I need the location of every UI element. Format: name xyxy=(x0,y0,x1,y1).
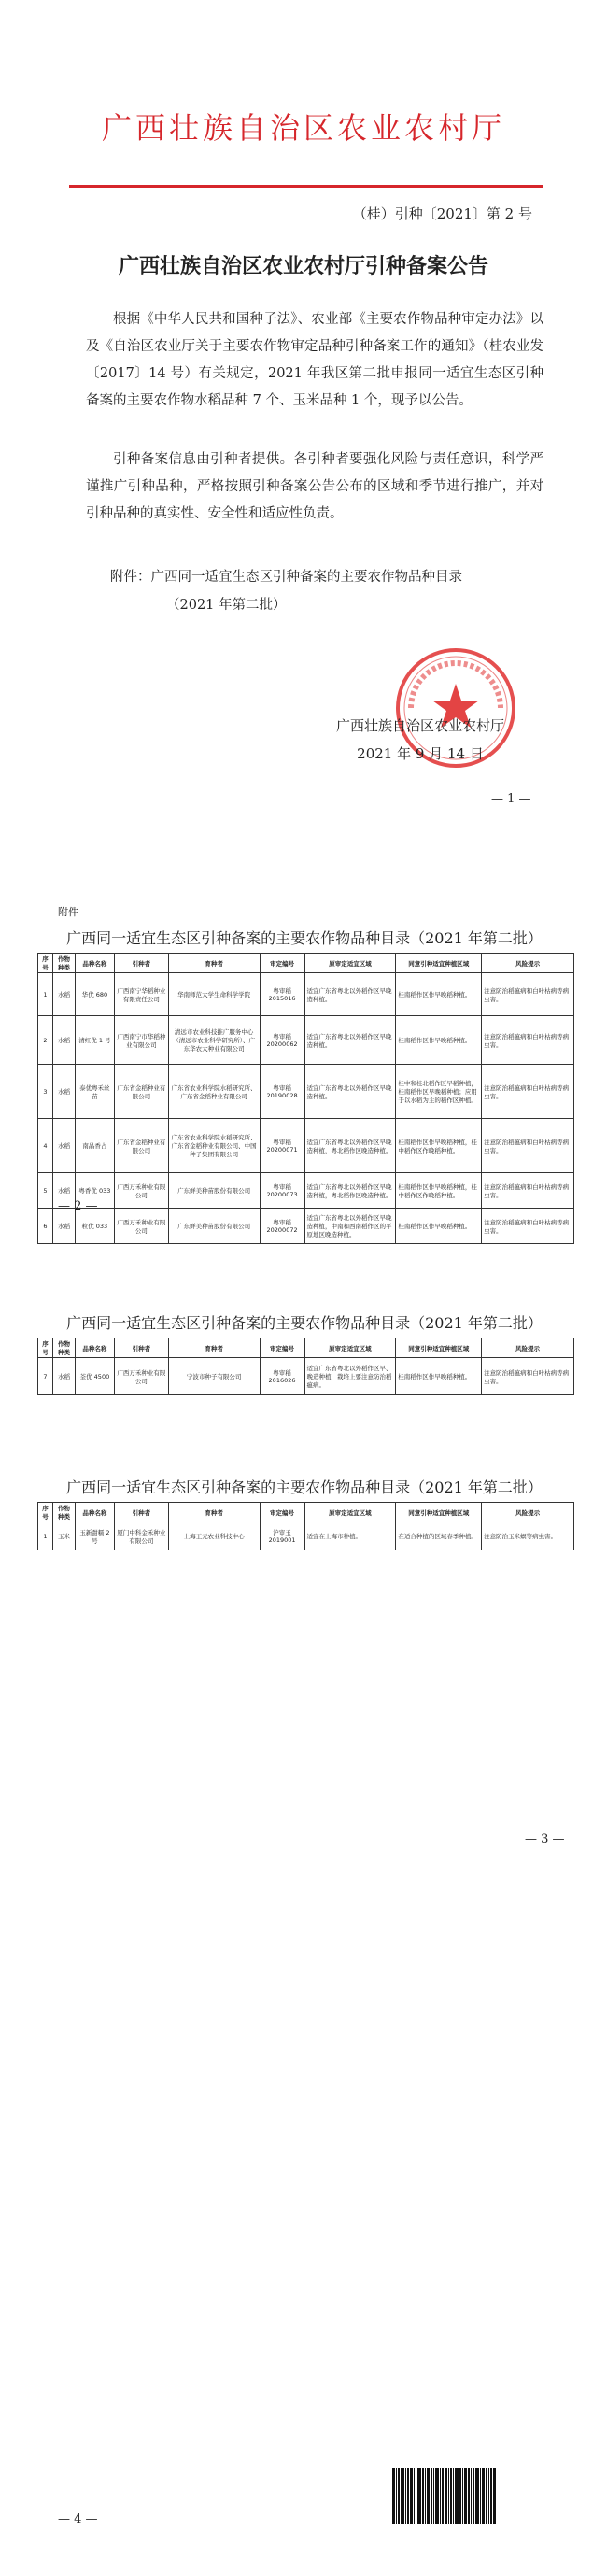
cell: 适宜广东省粤北以外稻作区早晚造种植。 xyxy=(304,1016,396,1065)
signer-name: 广西壮族自治区农业农村厅 xyxy=(335,717,504,734)
cell: 注意防治玉米螟等病虫害。 xyxy=(482,1522,574,1550)
col-header: 作物种类 xyxy=(52,1503,75,1522)
cell: 桂南稻作区作早晚稻种植。 xyxy=(396,1016,482,1065)
cell: 适宜广东省粤北以外稻作区早晚造种植。 xyxy=(304,1065,396,1119)
col-header: 原审定适宜区域 xyxy=(304,1338,396,1358)
cell: 1 xyxy=(38,1522,53,1550)
col-header: 原审定适宜区域 xyxy=(304,954,396,973)
cell: 粤审稻 2015016 xyxy=(260,973,304,1016)
cell: 粒优 033 xyxy=(75,1209,114,1244)
body-paragraph-2: 引种备案信息由引种者提供。各引种者要强化风险与责任意识，科学严谨推广引种品种，严格按照引种备案公告公布的区域和季节进行推广，并对引种品种的真实性、安全性和适应性负责。 xyxy=(86,452,543,521)
annex-table-title-2: 广西同一适宜生态区引种备案的主要农作物品种目录（2021 年第二批） xyxy=(66,1314,543,1332)
col-header: 原审定适宜区域 xyxy=(304,1503,396,1522)
cell: 粤审稻 20200062 xyxy=(260,1016,304,1065)
page-number-2: — 2 — xyxy=(58,1199,98,1213)
cell: 桂中和桂北稻作区早稻种植，桂南稻作区早晚稻种植；应用于以水稻为主的稻作区种植。 xyxy=(396,1065,482,1119)
document-title: 广西壮族自治区农业农村厅引种备案公告 xyxy=(118,254,488,278)
body-paragraph-1: 根据《中华人民共和国种子法》、农业部《主要农作物品种审定办法》以及《自治区农业厅关于主要农作物审定品种引种备案工作的通知》（桂农业发〔2017〕14 号）有关规定，2021 年我区第二批申报同一适宜生态区引种备案的主要农作物水稻品种 7 个、玉米品种 1 个，现予以公告。 xyxy=(86,312,543,408)
cell: 上海王元农业科技中心 xyxy=(168,1522,260,1550)
col-header: 品种名称 xyxy=(75,1338,114,1358)
col-header: 风险提示 xyxy=(482,1338,574,1358)
cell: 广东鲜美种苗股份有限公司 xyxy=(168,1209,260,1244)
table-row xyxy=(38,1209,574,1244)
cell: 适宜在上海市种植。 xyxy=(304,1522,396,1550)
cell: 粤香优 033 xyxy=(75,1173,114,1209)
cell: 广西南宁华稻种业有限责任公司 xyxy=(114,973,168,1016)
cell: 粤审稻 2016026 xyxy=(260,1358,304,1395)
cell: 广东鲜美种苗股份有限公司 xyxy=(168,1173,260,1209)
cell: 华优 680 xyxy=(75,973,114,1016)
signing-date: 2021 年 9 月 14 日 xyxy=(357,745,484,762)
cell: 适宜广东省粤北以外稻作区早晚造种植，粤北稻作区晚造种植。 xyxy=(304,1173,396,1209)
cell: 荃优 4500 xyxy=(75,1358,114,1395)
cell: 广西万禾种业有限公司 xyxy=(114,1209,168,1244)
cell: 粤审稻 20200071 xyxy=(260,1119,304,1173)
annex-table-title-3: 广西同一适宜生态区引种备案的主要农作物品种目录（2021 年第二批） xyxy=(66,1479,543,1496)
cell: 粤审稻 20200072 xyxy=(260,1209,304,1244)
cell: 7 xyxy=(38,1358,53,1395)
cell: 玉新甜糯 2 号 xyxy=(75,1522,114,1550)
col-header: 引种者 xyxy=(114,1338,168,1358)
cell: 水稻 xyxy=(52,1065,75,1119)
cell: 注意防治稻瘟病和白叶枯病等病虫害。 xyxy=(482,1016,574,1065)
cell: 广东省农业科学院水稻研究所、广东省金稻种业有限公司、中国种子集团有限公司 xyxy=(168,1119,260,1173)
page-number-4: — 4 — xyxy=(58,2512,98,2526)
cell: 适宜广东省粤北以外稻作区早晚造种植。 xyxy=(304,973,396,1016)
table-row xyxy=(38,1065,574,1119)
col-header: 风险提示 xyxy=(482,1503,574,1522)
col-header: 品种名称 xyxy=(75,1503,114,1522)
signing-authority xyxy=(308,712,532,768)
cell: 注意防治稻瘟病和白叶枯病等病虫害。 xyxy=(482,973,574,1016)
cell: 粤审稻 20200073 xyxy=(260,1173,304,1209)
cell: 清远市农业科技推广服务中心（清远市农业科学研究所）、广东华农大种业有限公司 xyxy=(168,1016,260,1065)
col-header: 育种者 xyxy=(168,1503,260,1522)
cell: 注意防治稻瘟病和白叶枯病等病虫害。 xyxy=(482,1173,574,1209)
attachment-line-2: （2021 年第二批） xyxy=(166,598,287,613)
cell: 泰优粤禾丝苗 xyxy=(75,1065,114,1119)
red-divider-line xyxy=(69,185,543,188)
cell: 水稻 xyxy=(52,1119,75,1173)
issuing-authority-header: 广西壮族自治区农业农村厅 xyxy=(101,110,505,146)
table-row xyxy=(38,1173,574,1209)
table-header-row xyxy=(38,1503,574,1522)
cell: 桂南稻作区作早晚稻种植。 xyxy=(396,1209,482,1244)
cell: 广西万禾种业有限公司 xyxy=(114,1173,168,1209)
table-row xyxy=(38,973,574,1016)
cell: 注意防治稻瘟病和白叶枯病等病虫害。 xyxy=(482,1209,574,1244)
document-number: （桂）引种〔2021〕第 2 号 xyxy=(352,205,532,222)
cell: 沪审玉 2019001 xyxy=(260,1522,304,1550)
barcode-icon xyxy=(392,2468,532,2524)
col-header: 序号 xyxy=(38,954,53,973)
cell: 清红优 1 号 xyxy=(75,1016,114,1065)
cell: 广东省农业科学院水稻研究所、广东省金稻种业有限公司 xyxy=(168,1065,260,1119)
cell: 4 xyxy=(38,1119,53,1173)
cell: 适宜广东省粤北以外稻作区早晚造种植，粤北稻作区晚造种植。 xyxy=(304,1119,396,1173)
cell: 桂南稻作区作早晚稻种植，桂中稻作区作晚稻种植。 xyxy=(396,1173,482,1209)
variety-table-3 xyxy=(37,1502,574,1550)
col-header: 审定编号 xyxy=(260,1503,304,1522)
annex-table-title-1: 广西同一适宜生态区引种备案的主要农作物品种目录（2021 年第二批） xyxy=(66,929,543,947)
cell: 水稻 xyxy=(52,1173,75,1209)
table-row xyxy=(38,1522,574,1550)
cell: 2 xyxy=(38,1016,53,1065)
variety-table-2 xyxy=(37,1338,574,1395)
cell: 1 xyxy=(38,973,53,1016)
cell: 广东省金稻种业有限公司 xyxy=(114,1065,168,1119)
cell: 玉米 xyxy=(52,1522,75,1550)
table-row xyxy=(38,1119,574,1173)
cell: 水稻 xyxy=(52,1358,75,1395)
cell: 3 xyxy=(38,1065,53,1119)
cell: 宁波市种子有限公司 xyxy=(168,1358,260,1395)
table-header-row xyxy=(38,954,574,973)
col-header: 同意引种适宜种植区域 xyxy=(396,1338,482,1358)
table-header-row xyxy=(38,1338,574,1358)
col-header: 同意引种适宜种植区域 xyxy=(396,1503,482,1522)
cell: 6 xyxy=(38,1209,53,1244)
col-header: 引种者 xyxy=(114,954,168,973)
col-header: 同意引种适宜种植区域 xyxy=(396,954,482,973)
cell: 水稻 xyxy=(52,1209,75,1244)
cell: 桂南稻作区作早晚稻种植，桂中稻作区作晚稻种植。 xyxy=(396,1119,482,1173)
col-header: 作物种类 xyxy=(52,1338,75,1358)
col-header: 序号 xyxy=(38,1503,53,1522)
variety-table-1 xyxy=(37,953,574,1244)
cell: 广西南宁市华稻种业有限公司 xyxy=(114,1016,168,1065)
cell: 水稻 xyxy=(52,1016,75,1065)
col-header: 品种名称 xyxy=(75,954,114,973)
col-header: 作物种类 xyxy=(52,954,75,973)
col-header: 风险提示 xyxy=(482,954,574,973)
col-header: 审定编号 xyxy=(260,954,304,973)
attachment-line-1: 附件：广西同一适宜生态区引种备案的主要农作物品种目录 xyxy=(110,570,462,585)
cell: 适宜广东省粤北以外稻作区早、晚造种植，栽培上要注意防治稻瘟病。 xyxy=(304,1358,396,1395)
table-row xyxy=(38,1358,574,1395)
cell: 广东省金稻种业有限公司 xyxy=(114,1119,168,1173)
annex-label: 附件 xyxy=(58,906,78,918)
page-number-1: — 1 — xyxy=(491,792,531,806)
col-header: 序号 xyxy=(38,1338,53,1358)
cell: 水稻 xyxy=(52,973,75,1016)
cell: 注意防治稻瘟病和白叶枯病等病虫害。 xyxy=(482,1119,574,1173)
cell: 适宜广东省粤北以外稻作区早晚造种植，中南和西南稻作区的平原地区晚造种植。 xyxy=(304,1209,396,1244)
cell: 广西万禾种业有限公司 xyxy=(114,1358,168,1395)
col-header: 育种者 xyxy=(168,954,260,973)
col-header: 审定编号 xyxy=(260,1338,304,1358)
cell: 5 xyxy=(38,1173,53,1209)
cell: 粤审稻 20190028 xyxy=(260,1065,304,1119)
cell: 桂南稻作区作早晚稻种植。 xyxy=(396,1358,482,1395)
cell: 桂南稻作区作早晚稻种植。 xyxy=(396,973,482,1016)
cell: 注意防治稻瘟病和白叶枯病等病虫害。 xyxy=(482,1065,574,1119)
cell: 注意防治稻瘟病和白叶枯病等病虫害。 xyxy=(482,1358,574,1395)
table-row xyxy=(38,1016,574,1065)
col-header: 育种者 xyxy=(168,1338,260,1358)
page-number-3: — 3 — xyxy=(525,1833,565,1847)
cell: 在适合种植的区域春季种植。 xyxy=(396,1522,482,1550)
cell: 华南师范大学生命科学学院 xyxy=(168,973,260,1016)
cell: 厦门中科金禾种业有限公司 xyxy=(114,1522,168,1550)
col-header: 引种者 xyxy=(114,1503,168,1522)
cell: 南晶香占 xyxy=(75,1119,114,1173)
